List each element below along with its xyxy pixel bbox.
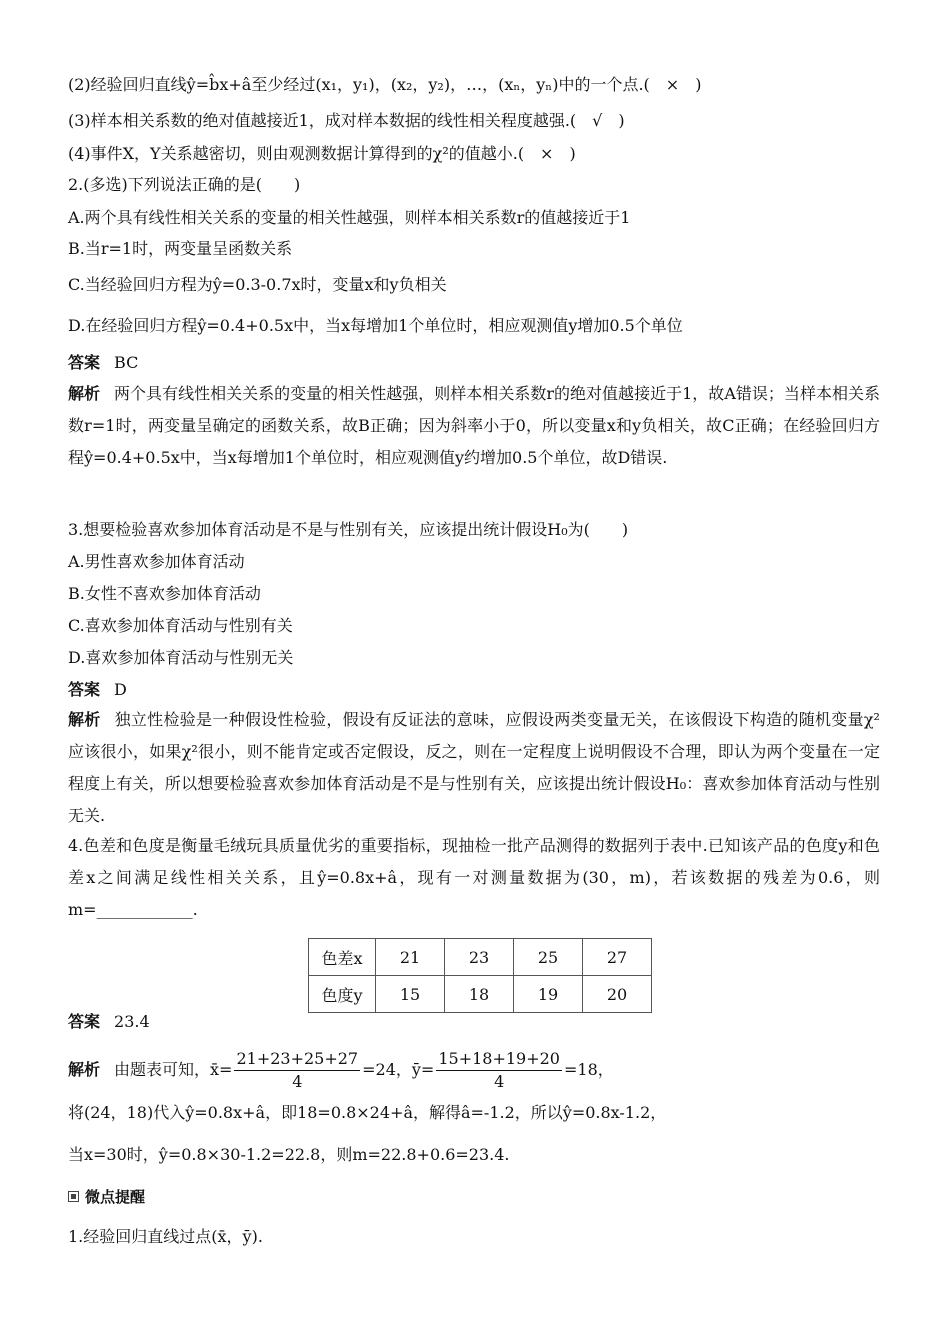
judgement-item-3: (3)样本相关系数的绝对值越接近1，成对样本数据的线性相关程度越强.( √ ): [68, 111, 625, 130]
answer-value: BC: [114, 353, 139, 372]
fraction-denominator: 4: [494, 1072, 505, 1091]
solution-label: 解析: [68, 710, 101, 729]
table-cell: 15: [376, 976, 445, 1013]
table-header-cell: 色差x: [309, 939, 376, 976]
answer-value: D: [114, 680, 127, 699]
question-4-solution-line-3: 当x=30时，ŷ=0.8×30-1.2=22.8，则m=22.8+0.6=23.4.: [68, 1145, 510, 1164]
square-bullet-icon: [68, 1191, 79, 1202]
table-cell: 19: [514, 976, 583, 1013]
question-2-option-b: B.当r=1时，两变量呈函数关系: [68, 239, 293, 258]
question-2-option-d: D.在经验回归方程ŷ=0.4+0.5x中，当x每增加1个单位时，相应观测值y增加0.5个单位: [68, 316, 683, 335]
question-2-answer: [68, 352, 138, 374]
table-cell: 23: [445, 939, 514, 976]
question-3-answer: [68, 679, 127, 701]
fraction-denominator: 4: [292, 1072, 303, 1091]
question-2-option-c: C.当经验回归方程为ŷ=0.3-0.7x时，变量x和y负相关: [68, 275, 447, 294]
answer-label: 答案: [68, 353, 101, 372]
question-3-option-a: A.男性喜欢参加体育活动: [68, 552, 245, 571]
question-4-stem: 4.色差和色度是衡量毛绒玩具质量优劣的重要指标，现抽检一批产品测得的数据列于表中.已知该产品的色度y和色差x之间满足线性相关关系，且ŷ=0.8x+â，现有一对测量数据为(30，m)，若该数据的残差为0.6，则m=____________.: [68, 836, 880, 919]
judgement-item-4: (4)事件X，Y关系越密切，则由观测数据计算得到的χ²的值越小.( × ): [68, 144, 576, 163]
fraction-numerator: 15+18+19+20: [436, 1048, 562, 1071]
solution-text: 两个具有线性相关关系的变量的相关性越强，则样本相关系数r的绝对值越接近于1，故A错误；当样本相关系数r=1时，两变量呈确定的函数关系，故B正确；因为斜率小于0，所以变量x和y负相关，故C正确；在经验回归方程ŷ=0.4+0.5x中，当x每增加1个单位时，相应观测值y约增加0.5个单位，故D错误.: [68, 384, 880, 467]
solution-text: 独立性检验是一种假设性检验，假设有反证法的意味，应假设两类变量无关，在该假设下构造的随机变量χ²应该很小，如果χ²很小，则不能肯定或否定假设，反之，则在一定程度上说明假设不合理，即认为两个变量在一定程度上有关，所以想要检验喜欢参加体育活动是不是与性别有关，应该提出统计假设H₀：喜欢参加体育活动与性别无关.: [68, 710, 880, 825]
solution-label: 解析: [68, 1060, 101, 1079]
answer-label: 答案: [68, 1012, 101, 1031]
data-table: [308, 938, 652, 1013]
question-4-answer: [68, 1011, 150, 1033]
table-cell: 27: [583, 939, 652, 976]
solution-text: =18，: [563, 1060, 614, 1079]
table-cell: 21: [376, 939, 445, 976]
table-cell: 18: [445, 976, 514, 1013]
question-2-option-a: A.两个具有线性相关关系的变量的相关性越强，则样本相关系数r的值越接近于1: [68, 208, 631, 227]
question-3-solution: [68, 704, 880, 832]
table-cell: 25: [514, 939, 583, 976]
tip-item-1: 1.经验回归直线过点(x̄，ȳ).: [68, 1227, 263, 1246]
question-4-solution-line-2: 将(24，18)代入ŷ=0.8x+â，即18=0.8×24+â，解得â=-1.2，所以ŷ=0.8x-1.2，: [68, 1103, 667, 1122]
tips-heading: [68, 1186, 145, 1207]
judgement-item-2: (2)经验回归直线ŷ=b̂x+â至少经过(x₁，y₁)，(x₂，y₂)，…，(xₙ，yₙ)中的一个点.( × ): [68, 75, 702, 94]
question-3-stem: 3.想要检验喜欢参加体育活动是不是与性别有关，应该提出统计假设H₀为( ): [68, 520, 629, 539]
question-3-option-d: D.喜欢参加体育活动与性别无关: [68, 648, 294, 667]
solution-label: 解析: [68, 384, 101, 403]
solution-text: =24，ȳ=: [362, 1060, 435, 1079]
mean-x-fraction: [234, 1048, 360, 1093]
question-2-stem: 2.(多选)下列说法正确的是( ): [68, 175, 301, 194]
table-cell: 20: [583, 976, 652, 1013]
mean-y-fraction: [436, 1048, 562, 1093]
fraction-numerator: 21+23+25+27: [234, 1048, 360, 1071]
tips-title: 微点提醒: [85, 1188, 146, 1206]
answer-value: 23.4: [114, 1012, 150, 1031]
question-3-option-b: B.女性不喜欢参加体育活动: [68, 584, 261, 603]
question-3-option-c: C.喜欢参加体育活动与性别有关: [68, 616, 293, 635]
question-2-solution: [68, 378, 880, 474]
answer-label: 答案: [68, 680, 101, 699]
question-4-solution-line-1: [68, 1046, 614, 1094]
table-row: [309, 939, 652, 976]
table-header-cell: 色度y: [309, 976, 376, 1013]
table-row: [309, 976, 652, 1013]
solution-text: 由题表可知，x̄=: [114, 1060, 233, 1079]
